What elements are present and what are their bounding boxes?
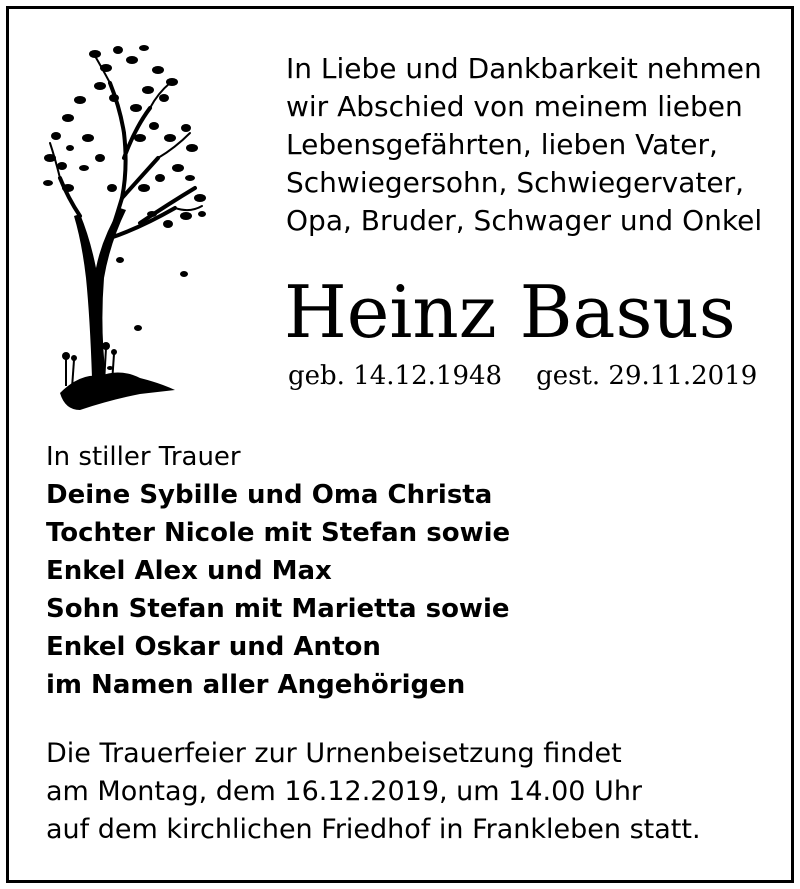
mourner-line: im Namen aller Angehörigen	[46, 670, 466, 700]
intro-line: In Liebe und Dankbarkeit nehmen	[286, 52, 762, 85]
mourner-line: Tochter Nicole mit Stefan sowie	[46, 518, 511, 548]
intro-line: Opa, Bruder, Schwager und Onkel	[286, 204, 763, 237]
funeral-line: am Montag, dem 16.12.2019, um 14.00 Uhr	[46, 776, 643, 807]
life-dates	[288, 358, 757, 394]
funeral-info	[46, 735, 701, 849]
tree-icon	[40, 38, 210, 418]
funeral-line: Die Trauerfeier zur Urnenbeisetzung findet	[46, 738, 622, 769]
intro-line: Lebensgefährten, lieben Vater,	[286, 128, 718, 161]
mourning-intro: In stiller Trauer	[46, 442, 241, 472]
deceased-name: Heinz Basus	[284, 270, 736, 354]
mourner-line: Enkel Alex und Max	[46, 556, 332, 586]
mourner-line: Sohn Stefan mit Marietta sowie	[46, 594, 510, 624]
funeral-line: auf dem kirchlichen Friedhof in Frankleben statt.	[46, 814, 701, 845]
birth-date: geb. 14.12.1948	[288, 361, 503, 391]
intro-line: wir Abschied von meinem lieben	[286, 90, 743, 123]
mourners-block	[46, 438, 510, 704]
mourner-line: Enkel Oskar und Anton	[46, 632, 381, 662]
mourner-line: Deine Sybille und Oma Christa	[46, 480, 493, 510]
intro-text	[286, 50, 786, 240]
intro-line: Schwiegersohn, Schwiegervater,	[286, 166, 745, 199]
death-date: gest. 29.11.2019	[536, 361, 758, 391]
